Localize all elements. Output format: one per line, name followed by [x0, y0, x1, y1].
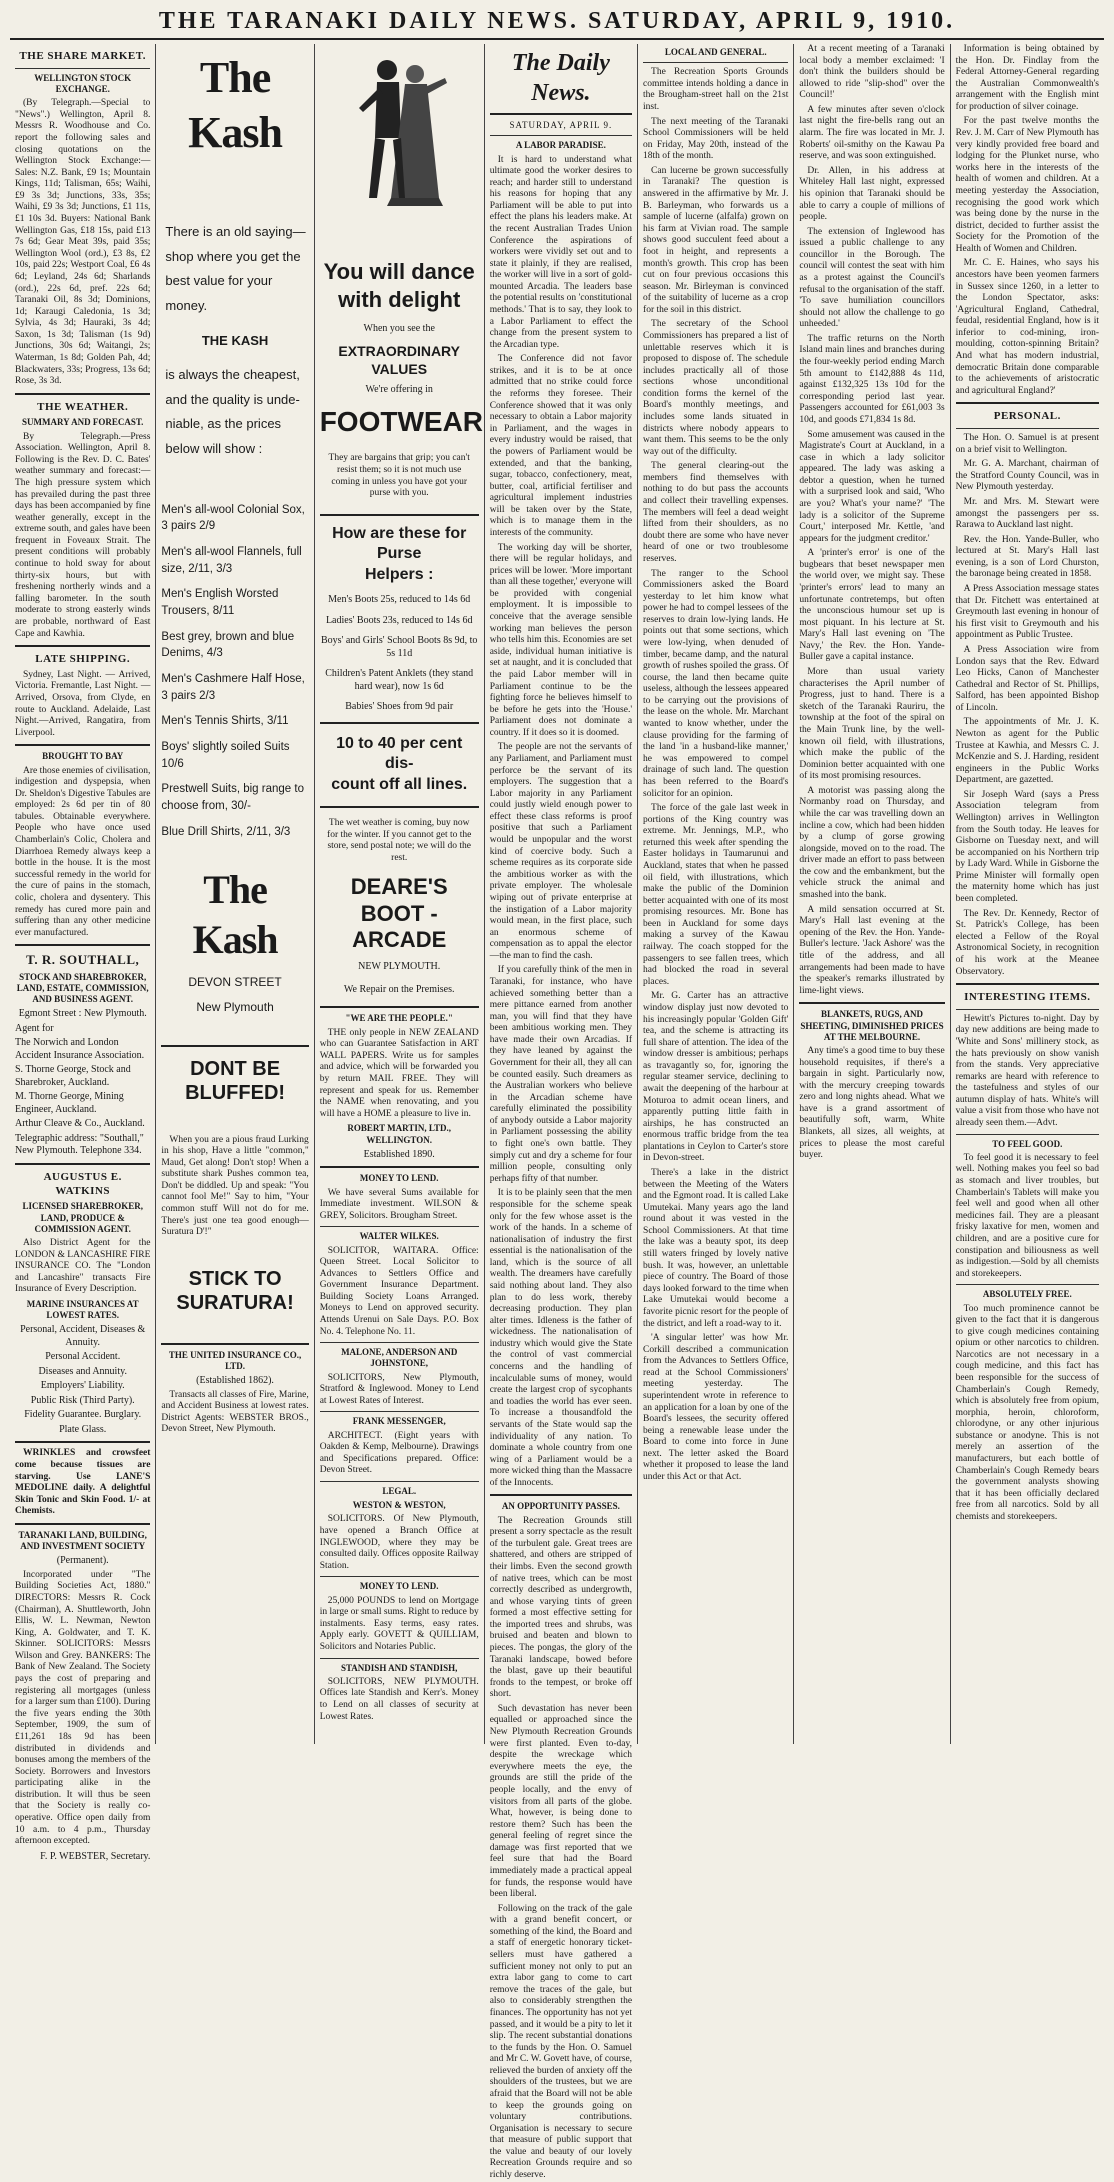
interesting-paragraph: Hewitt's Pictures to-night. Day by day new additions are being made to 'White and Sons' millinery stock, as the hats previously on show vanish from the stands. Very appreciative remarks are heard with reference to the tastefulness and styles of our autumn display of hats. White's will value a visit from those who have not already seen them.—Advt. [955, 1013, 1099, 1129]
column-6 [794, 44, 950, 1744]
absolutely-free-text: Too much prominence cannot be given to the fact that it is dangerous to give cough medicines containing opium or other narcotics to children. Narcotics are not necessary in a cough medicine, and this fact has been responsible for the success of Chamberlain's Cough Remedy, which is absolutely free from opium, morphia, heroin, chloroform, chlorodyne, or any other injurious substance or anodyne. This is not merely an assertion of the manufacturers, but each bottle of Chamberlain's Cough Remedy bears the government analysts showing that it has been officially declared free from all narcotics. Sold by all chemists and storekeepers. [955, 1303, 1099, 1522]
opportunity-heading: AN OPPORTUNITY PASSES. [501, 1501, 620, 1512]
weston-heading: WESTON & WESTON, [352, 1500, 446, 1511]
price-item: Men's all-wool Colonial Sox, 3 pairs 2/9 [161, 503, 305, 533]
watkins-text: Also District Agent for the LONDON & LANCASHIRE FIRE INSURANCE CO. The "London and Lancashire" transacts Fire Insurance of Every Description. [15, 1238, 151, 1295]
price-item: Prestwell Suits, big range to choose from, 30/- [161, 783, 304, 813]
money-text: We have several Sums available for Immediate investment. WILSON & GREY, Solicitors. Brougham Street. [319, 1187, 479, 1221]
labor-paragraph: The Conference did not favor strikes, and it is to be at once admitted that no strike could force the reforms they foresee. Their Conference showed that it was only necessary to obtain a Labor majority in Parliament, and the wages in every industry would be raised, that the powers of Parliament would be extended, and that the banking, sugar, tobacco, confectionery, meat, butter, coal, artificial fertiliser and agricultural implement industries will be taken over by the State, which is to manage them in the interests of the community. [489, 354, 633, 538]
saying-text [161, 220, 308, 319]
wet-weather-text: The wet weather is coming, buy now for the winter. If you cannot get to the store, send postal note; we will do the rest. [327, 817, 472, 863]
local-paragraph: The general clearing-out the members find themselves with nothing to do but pass the accounts and collect their travelling expenses. The members will feel a dead weight lifted from their shoulders, as no doubt there are some who have never heard of one or two troublesome reserves. [643, 461, 789, 564]
kash-logo: The Kash [188, 53, 282, 157]
repair-line: We Repair on the Premises. [343, 983, 455, 995]
people-heading: "WE ARE THE PEOPLE." [345, 1013, 453, 1024]
kash-street: DEVON STREET [188, 974, 282, 989]
frank-heading: FRANK MESSENGER, [352, 1416, 446, 1427]
news-paragraph: Dr. Allen, in his address at Whiteley Hall last night, expressed his opinion that Taranaki should be able to carry a couple of millions of people. [799, 165, 945, 223]
insurance-line: Public Risk (Third Party). [30, 1394, 135, 1406]
money-heading: MONEY TO LEND. [359, 1173, 439, 1184]
personal-paragraph: The appointments of Mr. J. K. Newton as agent for the Public Trustee at Kawhia, and Messrs C. J. McKenzie and S. J. Harding, resident engineers in the Public Works Department, are gazetted. [955, 717, 1099, 786]
price-item: Blue Drill Shirts, 2/11, 3/3 [161, 825, 291, 838]
when-see: When you see the [363, 323, 435, 334]
opportunity-paragraph: Following on the track of the gale with a grand benefit concert, or something of the kind, the Board and a staff of energetic honorary ticket-sellers must have gathered a sufficient money not only to put an extra labor gang to come to cart remove the traces of the gale, but also to considerably strengthen the finances. The opportunity has not yet passed, and it would be a pity to let it slip. The recent substantial donations to the funds by the Hon. O. Samuel and Mr C. W. Govett have, of course, relieved the burden of anxiety off the shoulders of the trustees, but we are afraid that the Board will not be able to keep the grounds going on voluntary contributions. Organisation is necessary to secure that measure of public support that the value and beauty of our lovely Recreation Grounds require and so richly deserve. [489, 1903, 633, 2181]
column-2 [156, 44, 314, 1744]
extra-line: VALUES [371, 360, 428, 377]
shipping-heading: LATE SHIPPING. [35, 653, 131, 666]
local-paragraph: The Recreation Sports Grounds committee intends holding a dance in the Brougham-street hall on the 21st inst. [643, 67, 789, 112]
united-text: Transacts all classes of Fire, Marine, and Accident Business at lowest rates. District Agents: WEBSTER BROS., Devon Street, New Plymouth. [161, 1389, 309, 1435]
personal-paragraph: Rev. the Hon. Yande-Buller, who lectured at St. Mary's Hall last evening, is a son of Lord Churston, the baronage being created in 1858. [955, 534, 1099, 580]
suratura-line: SURATURA! [176, 1291, 294, 1314]
share-market-heading: THE SHARE MARKET. [19, 50, 146, 62]
blankets-heading: BLANKETS, RUGS, AND SHEETING, DIMINISHED PRICES AT THE MELBOURNE. [800, 1009, 944, 1042]
boot-price: Men's Boots 25s, reduced to 14s 6d [328, 594, 471, 606]
share-market-sub: WELLINGTON STOCK EXCHANGE. [34, 72, 132, 94]
personal-paragraph: Mr. G. A. Marchant, chairman of the Stratford County Council, was in New Plymouth yesterday. [955, 459, 1099, 493]
local-paragraph: Mr. G. Carter has an attractive window display just now devoted to his increasingly popular 'Golden Gift' tea, and the scheme is attracting its full share of attention. The idea of the window dresser is ambitious; perhaps as travagantly so, for, ignoring the regular steamer service, declining to await the deepening of the harbour at Moturoa to admit ocean liners, and apparently putting little faith in airships, he has constructed an enormous traffic bridge from the tea plantations in Ceylon to Carter's store in Devon-street. [643, 991, 789, 1164]
insurance-line: Plate Glass. [59, 1423, 107, 1435]
marine-line: MARINE INSURANCES AT LOWEST RATES. [26, 1298, 139, 1321]
bargains-text: They are bargains that grip; you can't resist them; so it is not much use coming in unless you have got your purse with you. [328, 453, 470, 499]
labor-paragraph: The people are not the servants of any Parliament, and Parliament must perforce be the servant of its employers. The suggestion that a Labor majority in any Parliament could justly wield enough power to effect these class reforms is proof positive that such a Parliament would be unpopular and the worst kind of coercive body. Such a scheme requires as its corporate side the ambitious worker as with the private employer. The wholesale wiping out of private enterprise at the instigation of a Labor majority would mean, in the first place, such an enormous scheme of compensation as to appal the elector—the man to find the cash. [489, 742, 633, 961]
united-heading: THE UNITED INSURANCE CO., LTD. [168, 1349, 302, 1371]
news-paragraph: A mild sensation occurred at St. Mary's Hall last evening at the opening of the Rev. the Hon. Yande-Buller's lecture. 'Jack Ashore' was the title of the address, and all arrangements had been made to have the speaker's remarks illustrated by lime-light views. [799, 904, 945, 996]
deare-line: BOOT - ARCADE [352, 900, 447, 953]
deare-heading [320, 874, 479, 953]
standish-text: SOLICITORS, NEW PLYMOUTH. Offices late Standish and Kerr's. Money to Lend on all classes of security at Lowest Rates. [319, 1676, 479, 1722]
purse-line: Helpers : [364, 566, 434, 584]
local-paragraph: The ranger to the School Commissioners asked the Board yesterday to let him know what power he had to compel lessees of the reserves to drain low-lying lands. He points out that some sections, which were low-lying, when denuded of timber, became damp, and the natural growth of rushes spoiled the grass. Of course, the land then became quite useless, although the lessees appeared to be carrying out the provisions of the lease on the whole. Mr. Marchant wanted to know whether, under the clause providing for the farming of the land 'in a husband-like manner,' he was empowered to compel drainage of such land. The question has been referred to the Board's solicitor for an opinion. [643, 568, 789, 799]
offering: We're offering in [365, 383, 433, 395]
purse-heading [320, 524, 479, 586]
personal-paragraph: Sir Joseph Ward (says a Press Association telegram from Wellington) arrives in Wellington from the South today. He leaves for Gisborne on Tuesday next, and will be accompanied on his Northern trip by Lady Ward. While in Gisborne the Prime Minister will formally open the maternity home which has just been completed. [955, 789, 1099, 905]
price-item: Boys' slightly soiled Suits 10/6 [161, 741, 290, 770]
deare-town: NEW PLYMOUTH. [358, 961, 441, 973]
masthead: THE TARANAKI DAILY NEWS. SATURDAY, APRIL 9, 1910. [10, 4, 1104, 40]
labor-paragraph: The working day will be shorter, there will be regular holidays, and prices will be lower. 'More important than all these together,' everyone will be provided with congenial employment. It is impossible to conceive that the average sensible working man believes the person who tells him this. Economies are set aside, individual human initiative is set at naught, and it is concluded that the paid Labor member will in Parliament continue to be the fighting force he believes himself to be before he gets into the 'House.' Parliament does not dominate a country. If it does so it is doomed. [489, 542, 633, 738]
labor-heading: A LABOR PARADISE. [515, 140, 606, 151]
feel-good-heading: TO FEEL GOOD. [992, 1138, 1063, 1149]
legal-heading: LEGAL. [382, 1485, 417, 1496]
blankets-text: Any time's a good time to buy these household requisites, if there's a bargain in sight. Particularly now, with the mercury creeping towards zero and long nights ahead. What we have is a grand assortment of beautifully soft, warm, White Blankets, all sizes, all weights, at prices to please the most careful buyer. [799, 1046, 945, 1161]
suratura-line: STICK TO [188, 1267, 282, 1290]
malone-heading: MALONE, ANDERSON AND JOHNSTONE, [341, 1347, 458, 1369]
personal-paragraph: The Rev. Dr. Kennedy, Rector of St. Patrick's College, has been elected a Fellow of the Royal Astronomical Society, in recognition of his work at the Meanee Observatory. [955, 908, 1099, 977]
wrinkles-ad: WRINKLES and crowsfeet come because tissues are starving. Use LANE'S MEDOLINE daily. A delightful Skin Tonic and Skin Food. 1/- at Chemists. [15, 1448, 151, 1517]
bluffed-line: BLUFFED! [185, 1081, 286, 1104]
united-est: (Established 1862). [196, 1375, 274, 1387]
agent-line: S. Thorne George, Stock and Sharebroker, Auckland. [15, 1064, 131, 1088]
purse-line: How are these for Purse [332, 524, 467, 563]
news-paragraph: Mr. C. E. Haines, who says his ancestors have been yeomen farmers in Sussex since 1260, in a letter to the London Spectator, asks: 'Agricultural England, Cathedral, feudal, residential England, how is it inferior to cod-mining, iron-moulding, cotton-spinning Britain? And what has modern industrial, democratic Britain done comparable to the achievements of aristocratic and agricultural England?' [955, 258, 1099, 396]
labor-paragraph: It is to be plainly seen that the men responsible for the scheme speak only for the few whose asset is the work of the hands. In a scheme of nationalisation of industry the first essential is the nationalisation of the land, which is the source of all wealth. The dreamers have carefully said nothing about land. They also plan to do less work, thereby decreasing production. They plan alter times. Idleness is the father of wickedness. The nationalisation of industry which would give the State the control of vast commercial concerns and the handling of incalculable sums of money, would create the largest crop of sycophants and toadies the world has ever seen. To increase a thousandfold the servants of the State would sap the individuality of any nation. To dominate a whole country from one wing of a Parliament would be a more wicked thing than the Massacre of the Innocents. [489, 1188, 633, 1488]
boot-price: Children's Patent Anklets (they stand hard wear), now 1s 6d [325, 668, 474, 692]
insurance-line: Diseases and Annuity. [38, 1365, 127, 1377]
bluffed-heading [161, 1057, 308, 1105]
discount-heading [320, 734, 479, 796]
footwear-heading: FOOTWEAR [319, 406, 484, 438]
cheapest-line: niable, as the prices [165, 416, 282, 432]
column-7 [951, 44, 1104, 1744]
boot-price: Boys' and Girls' School Boots 8s 9d, to 5s 11d [321, 635, 478, 659]
wilkes-text: SOLICITOR, WAITARA. Office: Queen Street. Local Solicitor to Advances to Settlers Office and Government Insurance Department. Building Society Loans Arranged. Moneys to Lend on approved security. Attends Urenui on Sale Days. P.O. Box No. 4. Telephone No. 11. [319, 1245, 479, 1337]
cheapest-line: below will show : [165, 441, 263, 457]
news-paragraph: Information is being obtained by the Hon. Dr. Findlay from the Federal Attorney-General regarding the Australian Commonwealth's arrangement with the English mint for production of silver coinage. [955, 44, 1099, 112]
frank-text: ARCHITECT. (Eight years with Oakden & Kemp, Melbourne). Drawings and Specifications prepared. Office: Devon Street. [319, 1430, 479, 1476]
insurance-line: Fidelity Guarantee. Burglary. [24, 1409, 142, 1421]
webster-signature: F. P. WEBSTER, Secretary. [40, 1850, 151, 1862]
absolutely-free-heading: ABSOLUTELY FREE. [982, 1289, 1072, 1300]
agent-line: M. Thorne George, Mining Engineer, Auckland. [15, 1091, 124, 1115]
agent-line: Arthur Cleave & Co., Auckland. [15, 1118, 145, 1130]
local-paragraph: The force of the gale last week in portions of the King country was extreme. Mr. Jennings, M.P., who returned this week after spending the Easter holidays in Taumarunui and Auckland, states that when he passed oil field, with illustrations, which make the public of the Dominion better acquainted with one of its most promising resources. Mr. Bone has been in Auckland for some days making a survey of the Kawau railway. The coach stopped for the passengers to see fallen trees, which had blocked the road in several places. [643, 803, 789, 987]
column-5 [638, 44, 794, 1744]
labor-paragraph: If you carefully think of the men in Taranaki, for instance, who have achieved something better than a mere pittance earned from another man, you will find that they have been ambitious working men. They have made their own Arcadias. If they have leaned by against the Government for their all, they all can be counted easily. Such dreamers as the Australian workers who believe in the Arcadian scheme have carefully eliminated the possibility of anybody outside a Labor majority in Parliament possessing the ability to fight one's own battle. They simply cut and dry a scheme for four million people, consulting only perhaps fifty of that number. [489, 965, 633, 1184]
moneylend-text: 25,000 POUNDS to lend on Mortgage in large or small sums. Right to reduce by instalments. Easy terms, easy rates. Apply early. GOVETT & QUILLIAM, Solicitors and Notaries Public. [319, 1595, 479, 1652]
personal-paragraph: The Hon. O. Samuel is at present on a brief visit to Wellington. [955, 433, 1099, 455]
malone-text: SOLICITORS, New Plymouth, Stratford & Inglewood. Money to Lend at Lowest Rates of Interest. [319, 1372, 479, 1406]
labor-paragraph: It is hard to understand what ultimate good the worker desires to reach; and harder still to understand his reasons for hoping that any Parliament will be able to put into effect the plans his leaders make. At the recent Australian Trades Union Conference the aspirations of workers were vividly set out and to state it plainly, if they are realised, the worker will live in a sort of gold-mounted Arcadia. The leaders base the potential results on 'constitutional methods.' That is to say, they look to a Labor Parliament to effect the change from the present system to the Arcadian type. [489, 154, 633, 350]
boot-price: Ladies' Boots 23s, reduced to 14s 6d [325, 614, 473, 626]
local-paragraph: 'A singular letter' was how Mr. Corkill described a communication from the Advances to Settlers Office, read at the School Commissioners' meeting yesterday. The superintendent wrote in reference to an application for a loan by one of the Board's lessees, the security offered being a renewable lease under the Board to come into force in June next. The letter asked the Board whether it proposed to lease the land under this Act or that Act. [643, 1333, 789, 1483]
deare-line: DEARE'S [350, 874, 448, 900]
daily-news-title: The Daily News. [511, 50, 610, 106]
feel-good-text: To feel good it is necessary to feel well. Nothing makes you feel so bad as stomach and liver troubles, but Chamberlain's Tablets will make you feel well and good when all other medicines fail. They are a pleasant frisky laxative for men, women and children, and are a positive cure for constipation and biliousness as well as indigestion.—Sold by all chemists and storekeepers. [955, 1152, 1099, 1279]
insurance-line: Personal Accident. [45, 1351, 121, 1363]
kash-logo-2: The Kash [192, 866, 278, 962]
news-paragraph: More than usual variety characterises the April number of Progress, just to hand. There is a sketch of the Taranaki Rauriru, the township at the foot of the spiral on the Main Trunk line, by the well-known oil field, with illustrations, which make the public of the Dominion better acquainted with one of its most promising resources. [799, 667, 945, 782]
southall-heading: T. R. SOUTHALL, [26, 952, 140, 968]
bluffed-poem: When you are a pious fraud Lurking in his shop, Have a little "common," Maud, Get along! Don't stop! When a substitute shark Pushes common tea, Don't be diddled. Up and speak: "You cannot fool Me!" Say to him, "Your common stuff Will not do for me. There's just one tea good enough— Suratura D'!" [161, 1134, 309, 1238]
boot-price: Babies' Shoes from 9d pair [345, 701, 454, 713]
saying-line: There is an old saying— [165, 224, 306, 239]
insurance-line: Personal, Accident, Diseases & Annuity. [20, 1324, 146, 1348]
editorial-date: SATURDAY, APRIL 9. [509, 120, 613, 130]
weston-text: SOLICITORS. Of New Plymouth, have opened a Branch Office at INGLEWOOD, where they may be consulted daily. Offices opposite Railway Station. [319, 1514, 479, 1571]
martin-est: Established 1890. [363, 1148, 435, 1160]
extra-line: EXTRAORDINARY [338, 342, 460, 359]
opportunity-paragraph: The Recreation Grounds still present a sorry spectacle as the result of the turbulent gale. Great trees are shattered, and others are stripped of their limbs. Even the second growth of native trees, which can be most correctly described as undergrowth, and whose varying tints of green formed a most effective setting for the imported trees and shrubs, was bruised and beaten and blown to pieces. The pongas, the glory of the Taranaki landscape, bowed before the blast, gave up their beautiful fronds to the tempest, or broke off short. [489, 1515, 633, 1700]
watkins-sub: LICENSED SHAREBROKER, LAND, PRODUCE & COMMISSION AGENT. [22, 1201, 143, 1234]
watkins-heading: AUGUSTUS E. WATKINS [43, 1170, 122, 1197]
local-paragraph: Can lucerne be grown successfully in Taranaki? The question is answered in the affirmative by Mr. J. B. Barleyman, who forwards us a sample of lucerne (alfalfa) grown on his farm at Vivian road. The sample shows good succulent feed about a foot in height, and represents a month's growth. This crop has been cut on four previous occasions this season. Mr. Birleyman is convinced of the suitability of lucerne as a crop for the soil in this district. [643, 165, 789, 315]
share-market-text: (By Telegraph.—Special to "News".) Wellington, April 8. Messrs R. Woodhouse and Co. report the following sales and closing quotations on the Wellington Stock Exchange:—Sales: N.Z. Bank, £9 1s; Mountain Kings, 11d; Talisman, 65s; Waihi, £9 3s 3d; Junctions, 33s, 35s; Waihi, £9 3s 3d; Junctions, £1 11s, £1 10s 3d. Buyers: National Bank Wellington Gas, £18 15s, paid £13 7s 6d; Gear Meat 39s, paid 35s; Wellington Wool (ord.), £3 8s, £2 10s, paid 22s; Westport Coal, £6 4s 6d; Leyland, 24s 6d; Sharlands (ord.), 22s 6d, pref. 22s 6d; Taranaki Oil, 8s 3d; Dominions, 1d; Karaugi Caledonia, 1s 3d; Sylvia, 4s 3d; Hauraki, 3s 4d; Saxon, 1s 3d; Talisman (1s 9d) Junctions, 30s 6d; Waitangi, 2s; Waterman, 1s 8d; Golden Pah, 4d; Blackwaters, 33s; Progress, 13s 6d; Rose, 3s 3d. [15, 98, 151, 387]
saying-line: best value for your [165, 273, 273, 289]
news-paragraph: A 'printer's error' is one of the bugbears that beset newspaper men the world over, we might say. These 'printer's errors' lead to many an unfortunate contretemps, but often the unconscious humour set up is most piquant. In his lecture at St. Mary's Hall last evening on 'The Navy,' the Rev. the Hon. Yande-Buller gave a capital instance. [799, 548, 945, 663]
kash-caps: THE KASH [201, 332, 269, 348]
opportunity-paragraph: Such devastation has never been equalled or approached since the New Plymouth Recreation Grounds were first planted. Even to-day, despite the wreckage which everywhere meets the eye, the grounds are still the pride of the people locally, and the envy of visitors from all parts of the globe. What, however, is being done to restore them? Such has been the general feeling of regret since the damage was first reported that we feel sure that had the Board immediately made a practical appeal for funds, the response would have been liberal. [489, 1703, 633, 1900]
cheapest-line: is always the cheapest, [165, 367, 300, 382]
personal-heading: PERSONAL. [993, 410, 1061, 423]
southall-sub: STOCK AND SHAREBROKER, LAND, ESTATE, COMMISSION, AND BUSINESS AGENT. [16, 971, 149, 1004]
news-paragraph: For the past twelve months the Rev. J. M. Carr of New Plymouth has very kindly provided free board and lodging for the Plunket nurse, who works here in the interests of the health of women and children. At a meeting yesterday the Association, recognising the good work which was being done by the nurse in the district, decided to further assist the Society for the Promotion of the Health of Women and Children. [955, 116, 1099, 254]
news-paragraph: Some amusement was caused in the Magistrate's Court at Auckland, in a case in which a lady solicitor appeared. The lady was asking a debtor a question, when he turned with a surprised look and said, 'Who are you? What's your name?' 'The lady is a solicitor of the Supreme Court,' interposed Mr. Kettle, 'and appears for the judgment creditor.' [799, 429, 945, 544]
discount-line: count off all lines. [331, 776, 468, 794]
price-item: Men's English Worsted Trousers, 8/11 [161, 588, 279, 618]
building-heading: TARANAKI LAND, BUILDING, AND INVESTMENT SOCIETY [18, 1529, 147, 1552]
local-general-heading: LOCAL AND GENERAL. [664, 47, 767, 57]
shipping-text: Sydney, Last Night. — Arrived, Victoria. Fremantle, Last Night. — Arrived, Orsova, from Clyde, en route to Auckland. Adelaide, Last Night.—Arrived, Rangatira, from Liverpool. [15, 669, 151, 738]
building-text: Incorporated under "The Building Societies Act, 1880." DIRECTORS: Messrs R. Cock (Chairman), A. Shuttleworth, John Ellis, W. L. Newman, Newton King, A. Goldwater, and T. K. Skinner. SOLICITORS: Messrs Wilson and Grey. BANKERS: The Bank of New Zealand. The Society pays the cost of preparing and registering all mortgages (unless for a larger sum than £100). During the five years ending the 30th September, 1909, the sum of £11,261 18s 9d has been distributed in dividends and bonuses among the members of the Society. Borrowers and Investors participating alike in the distribution. It will thus be seen that the Society is really co-operative. Office open daily from 10 a.m. to 4 p.m., Thursday afternoon excepted. [15, 1569, 151, 1847]
news-paragraph: The extension of Inglewood has issued a public challenge to any councillor in the Borough. The council will contest the seat with him as a protest against the Council's refusal to the organisation of the staff. 'To save humiliation councillors should not allow the challenge to go unheeded.' [799, 226, 945, 330]
extraordinary-heading [320, 342, 479, 378]
columns [10, 44, 1104, 2181]
moneylend-heading: MONEY TO LEND. [359, 1581, 439, 1592]
suratura-heading [161, 1267, 308, 1315]
column-3 [315, 44, 485, 1744]
price-item: Men's all-wool Flannels, full size, 2/11, 3/3 [161, 546, 302, 575]
price-item: Men's Cashmere Half Hose, 3 pairs 2/3 [161, 673, 305, 702]
news-paragraph: The traffic returns on the North Island main lines and branches during the four-weekly period ending March 5th amount to £142,888 4s 11d, against £132,325 13s 10d for the corresponding period last year. Passengers accounted for £61,003 3s 10d, and goods £71,834 1s 8d. [799, 333, 945, 425]
weather-heading: THE WEATHER. [37, 400, 129, 413]
telegraphic-address: Telegraphic address: "Southall," New Plymouth. Telephone 334. [15, 1132, 144, 1157]
dance-line: You will dance [323, 259, 475, 284]
dance-heading [320, 258, 479, 313]
column-1 [10, 44, 156, 1862]
kash-town: New Plymouth [196, 999, 274, 1014]
agent-for: Agent for [15, 1022, 54, 1034]
discount-line: 10 to 40 per cent dis- [336, 734, 463, 773]
martin-name: ROBERT MARTIN, LTD., WELLINGTON. [347, 1123, 452, 1145]
price-item: Men's Tennis Shirts, 3/11 [161, 715, 289, 728]
agent-line: The Norwich and London Accident Insurance Association. [15, 1037, 145, 1061]
bay-text: Are those enemies of civilisation, indigestion and dyspepsia, when Dr. Sheldon's Digestive Tabules are employed: 2s 6d per tin of 80 tabules. Obtainable everywhere. People who have once used Chamberlain's Colic, Cholera and Diarrhoea Remedy always keep a bottle in the house. It is the most successful remedy in the world for the cure of pains in the stomach, colic, cholera and dysentery. This remedy has cured more pain and suffering than any other medicine ever manufactured. [15, 765, 151, 938]
local-paragraph: There's a lake in the district between the Meeting of the Waters and the Egmont road. It is called Lake Umutekai. Many years ago the land round about it was vested in the School Commissioners. At that time the lake was a beauty spot, its deep still waters fringed by lovely native bush. It was, however, an unlettable piece of country. The Board of those days looked forward to the time when Lake Umutekai would become a favorite picnic resort for the people of the district, and left a road-way to it. [643, 1168, 789, 1329]
weather-text: By Telegraph.—Press Association. Wellington, April 8. Following is the Rev. D. C. Bates' weather summary and forecast:—The high pressure system which has prevailed during the past three days has been accompanied by fine weather generally, except in the extreme south, and gales have been frequent in Foveaux Strait. The present conditions will probably continue to hold sway for about thirty-six hours, but with freshening northerly winds and a falling barometer. In the south moderate to strong easterly winds are probable, northward of East Cape and Kawhia. [15, 431, 151, 639]
bluffed-line: DONT BE [190, 1057, 281, 1080]
standish-heading: STANDISH AND STANDISH, [340, 1662, 458, 1673]
people-text: THE only people in NEW ZEALAND who can Guarantee Satisfaction in ART WALL PAPERS. Write us for samples and advice, which will be forwarded you by return MAIL FREE. They will represent and speak for us. Remember the NAME when renovating, and you will have a HOME a pleasure to live in. [319, 1027, 479, 1119]
personal-paragraph: A Press Association message states that Dr. Fitchett was entertained at Greymouth last evening in honour of his first visit to Greymouth and his appointment as Public Trustee. [955, 584, 1099, 641]
news-paragraph: At a recent meeting of a Taranaki local body a member exclaimed: 'I don't think the builders should be allowed to ride "slip-shod" over the Council!' [799, 44, 945, 101]
saying-line: shop where you get the [165, 248, 301, 264]
personal-paragraph: Mr. and Mrs. M. Stewart were amongst the passengers per ss. Rarawa to Auckland last night. [955, 496, 1099, 531]
dancing-couple-illustration [339, 48, 459, 248]
dance-line: with delight [338, 286, 461, 312]
southall-address: Egmont Street : New Plymouth. [18, 1008, 147, 1020]
price-item: Best grey, brown and blue Denims, 4/3 [161, 630, 295, 660]
building-sub: (Permanent). [56, 1555, 109, 1567]
bay-heading: BROUGHT TO BAY [42, 751, 124, 762]
wilkes-heading: WALTER WILKES. [359, 1231, 439, 1242]
personal-paragraph: A Press Association wire from London says that the Rev. Edward Leo Hicks, Canon of Manchester Cathedral and Rector of St. Phillips, Salford, has been appointed Bishop of Lincoln. [955, 644, 1099, 713]
interesting-heading: INTERESTING ITEMS. [964, 991, 1091, 1004]
weather-sub: SUMMARY AND FORECAST. [21, 417, 144, 428]
cheapest-text [161, 363, 308, 462]
news-paragraph: A few minutes after seven o'clock last night the fire-bells rang out an alarm. The fire was located in Mr. J. Roberts' oil-smithy on the Kawau Pa reserve, and was soon extinguished. [799, 104, 945, 162]
news-paragraph: A motorist was passing along the Normanby road on Thursday, and while the car was travelling down an incline a cow, which had been hidden by a clump of gorse growing alongside, moved on to the road. The driver made an effort to pass between the cow and the embankment, but the vehicle struck the animal and smashed into the bank. [799, 785, 945, 901]
insurance-line: Employers' Liability. [40, 1380, 125, 1392]
local-paragraph: The next meeting of the Taranaki School Commissioners will be held on Friday, May 20th, instead of the 18th of the month. [643, 116, 789, 162]
kash-price-list [161, 502, 308, 841]
local-paragraph: The secretary of the School Commissioners has prepared a list of unlettable reserves which it is proposed to dispose of. The schedule includes practically all of those sections whose unconditional condition forms the kernel of the Board's monthly meetings, and includes some lands situated in districts where nobody appears to want them. This seems to be the only way out of the difficulty. [643, 319, 789, 457]
column-4 [485, 44, 638, 2181]
cheapest-line: and the quality is unde- [165, 391, 300, 407]
saying-line: money. [165, 298, 208, 314]
